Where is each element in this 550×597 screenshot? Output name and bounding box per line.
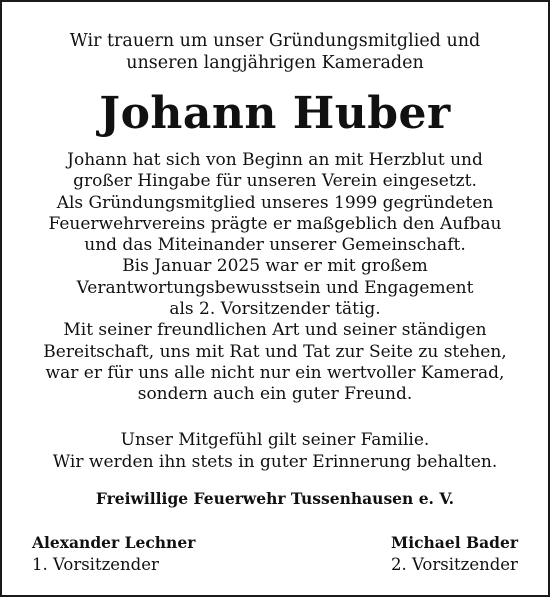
signatory-role: 1. Vorsitzender	[32, 555, 159, 574]
intro-text	[2, 30, 548, 74]
signatory-name: Alexander Lechner	[32, 533, 196, 552]
tribute-line: war er für uns alle nicht nur ein wertvoller Kamerad,	[45, 362, 505, 383]
tribute-line: Feuerwehrvereins prägte er maßgeblich den Aufbau	[48, 213, 502, 234]
signatory-first	[32, 532, 195, 576]
tribute-line: Mit seiner freundlichen Art und seiner ständigen	[63, 320, 487, 341]
intro-line: Wir trauern um unser Gründungsmitglied und	[69, 31, 481, 51]
tribute-line: großer Hingabe für unseren Verein eingesetzt.	[73, 171, 477, 192]
condolence-text	[2, 429, 548, 473]
tribute-line: Verantwortungsbewusstsein und Engagement	[76, 277, 474, 298]
tribute-line: Bereitschaft, uns mit Rat und Tat zur Seite zu stehen,	[43, 341, 507, 362]
condolence-line: Wir werden ihn stets in guter Erinnerung behalten.	[52, 452, 498, 472]
tribute-line: Bis Januar 2025 war er mit großem	[122, 256, 428, 277]
tribute-line: sondern auch ein guter Freund.	[137, 384, 413, 405]
tribute-line: Als Gründungsmitglied unseres 1999 gegründeten	[56, 192, 494, 213]
organization-name: Freiwillige Feuerwehr Tussenhausen e. V.	[95, 489, 455, 508]
deceased-name: Johann Huber	[99, 88, 451, 139]
intro-line: unseren langjährigen Kameraden	[126, 53, 424, 73]
tribute-text	[2, 150, 548, 406]
condolence-line: Unser Mitgefühl gilt seiner Familie.	[120, 430, 430, 450]
signatory-second	[391, 532, 518, 576]
tribute-line: und das Miteinander unserer Gemeinschaft.	[84, 235, 466, 256]
tribute-line: als 2. Vorsitzender tätig.	[169, 299, 381, 320]
tribute-line: Johann hat sich von Beginn an mit Herzblut und	[67, 150, 483, 170]
signatory-name: Michael Bader	[391, 533, 518, 552]
signatory-role: 2. Vorsitzender	[391, 555, 518, 574]
